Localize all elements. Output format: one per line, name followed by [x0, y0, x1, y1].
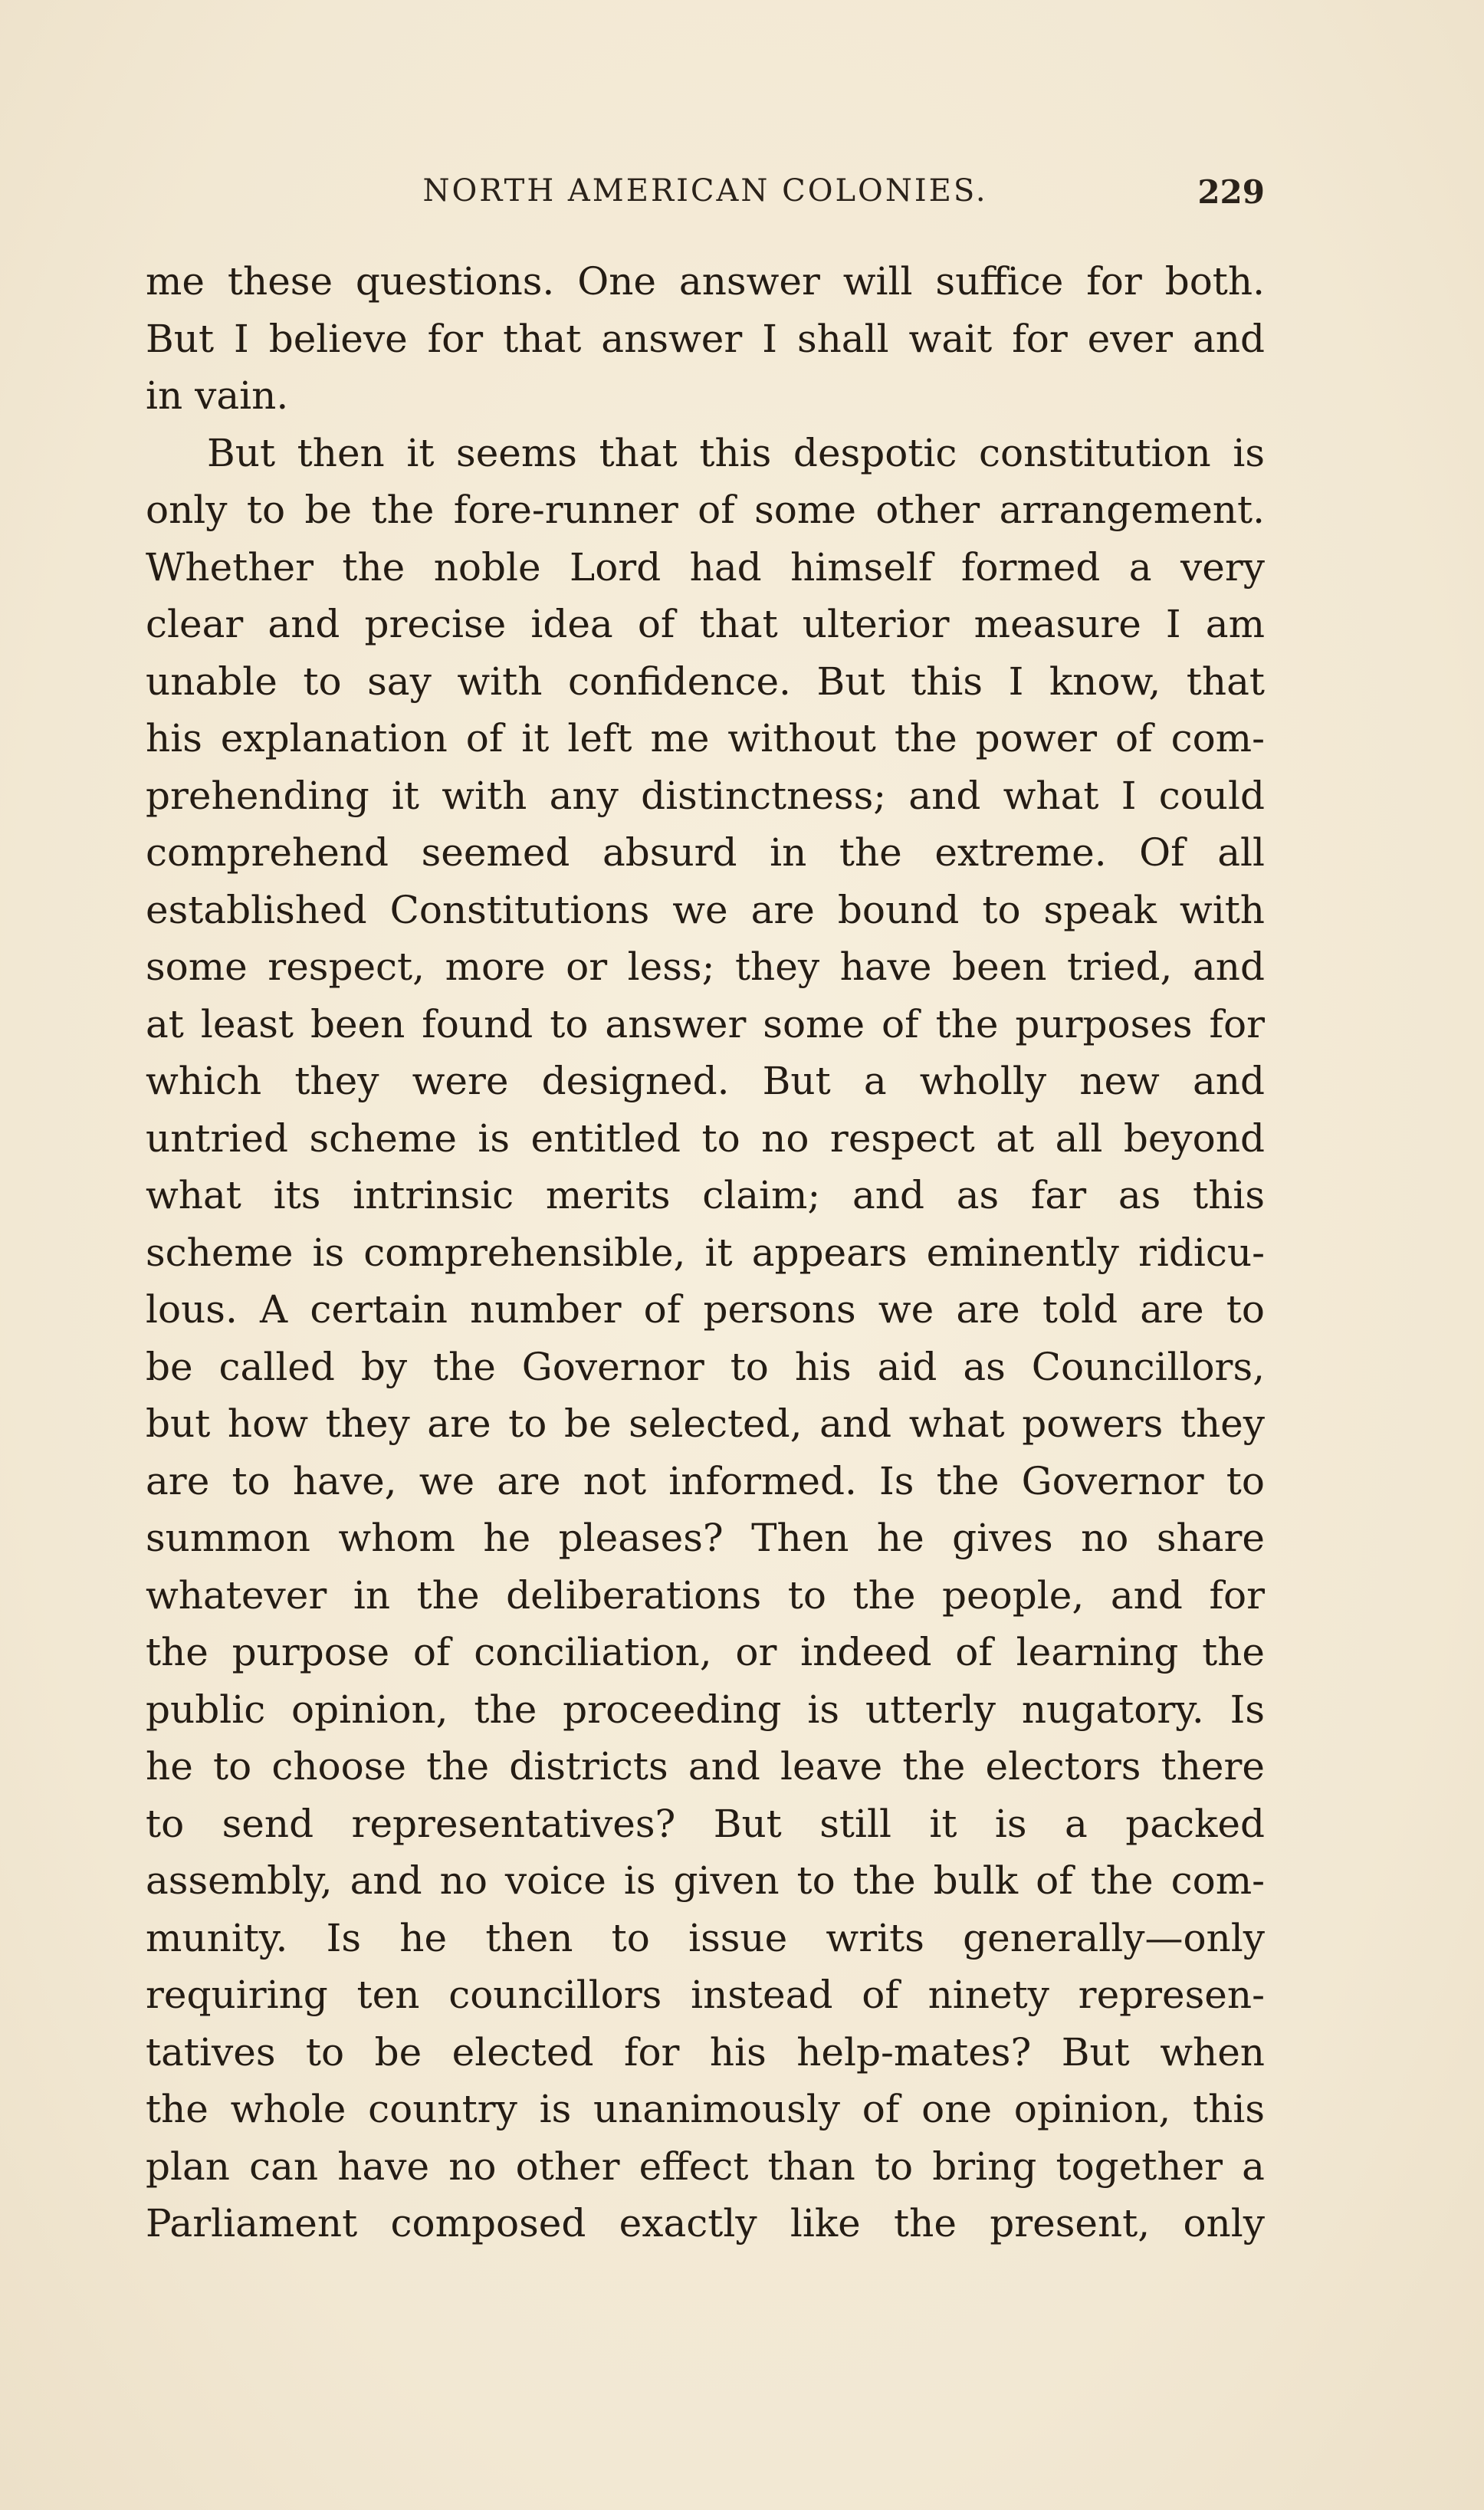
body-text	[146, 253, 1265, 2252]
text-line: But I believe for that answer I shall wait for ever and	[146, 316, 1265, 361]
running-title: NORTH AMERICAN COLONIES.	[422, 173, 988, 209]
text-line: munity. Is he then to issue writs generally—only	[146, 1915, 1265, 1960]
text-line: established Constitutions we are bound to speak with	[146, 887, 1265, 932]
text-line: me these questions. One answer will suffice for both.	[146, 259, 1265, 304]
text-line: in vain.	[146, 373, 289, 418]
text-line: prehending it with any distinctness; and what I could	[146, 773, 1265, 818]
text-line: he to choose the districts and leave the electors there	[146, 1744, 1265, 1789]
text-line: the whole country is unanimously of one opinion, this	[146, 2087, 1265, 2131]
text-line: to send representatives? But still it is a packed	[146, 1801, 1265, 1846]
text-line: tatives to be elected for his help-mates? But when	[146, 2029, 1265, 2075]
text-line: whatever in the deliberations to the people, and for	[146, 1572, 1265, 1618]
text-line: But then it seems that this despotic constitution is	[207, 430, 1265, 475]
text-line: only to be the fore-runner of some other arrangement.	[146, 488, 1265, 532]
text-line: requiring ten councillors instead of ninety represen-	[146, 1973, 1265, 2017]
text-line: comprehend seemed absurd in the extreme. Of all	[146, 830, 1265, 875]
text-line: his explanation of it left me without the power of com-	[146, 716, 1265, 761]
text-line: public opinion, the proceeding is utterly nugatory. Is	[146, 1687, 1265, 1732]
text-line: lous. A certain number of persons we are told are to	[146, 1287, 1265, 1332]
text-line: scheme is comprehensible, it appears eminently ridicu-	[146, 1230, 1265, 1275]
text-line: Parliament composed exactly like the present, only	[146, 2201, 1265, 2246]
text-line: the purpose of conciliation, or indeed of learning the	[146, 1630, 1265, 1674]
page-header	[146, 173, 1265, 219]
text-line: which they were designed. But a wholly new and	[146, 1059, 1265, 1103]
text-line: what its intrinsic merits claim; and as far as this	[146, 1173, 1265, 1217]
text-line: plan can have no other effect than to bring together a	[146, 2144, 1265, 2189]
text-line: some respect, more or less; they have been tried, and	[146, 945, 1265, 989]
text-line: at least been found to answer some of the purposes for	[146, 1001, 1265, 1046]
text-line: clear and precise idea of that ulterior measure I am	[146, 602, 1265, 646]
text-line: but how they are to be selected, and what powers they	[146, 1401, 1265, 1446]
text-line: are to have, we are not informed. Is the Governor to	[146, 1458, 1265, 1503]
text-line: be called by the Governor to his aid as Councillors,	[146, 1344, 1265, 1389]
text-line: untried scheme is entitled to no respect at all beyond	[146, 1115, 1265, 1161]
text-line: Whether the noble Lord had himself formed a very	[146, 544, 1265, 590]
text-line: summon whom he pleases? Then he gives no share	[146, 1516, 1265, 1560]
page-number: 229	[1197, 173, 1265, 211]
text-line: unable to say with confidence. But this I know, that	[146, 659, 1265, 704]
text-line: assembly, and no voice is given to the bulk of the com-	[146, 1858, 1265, 1903]
